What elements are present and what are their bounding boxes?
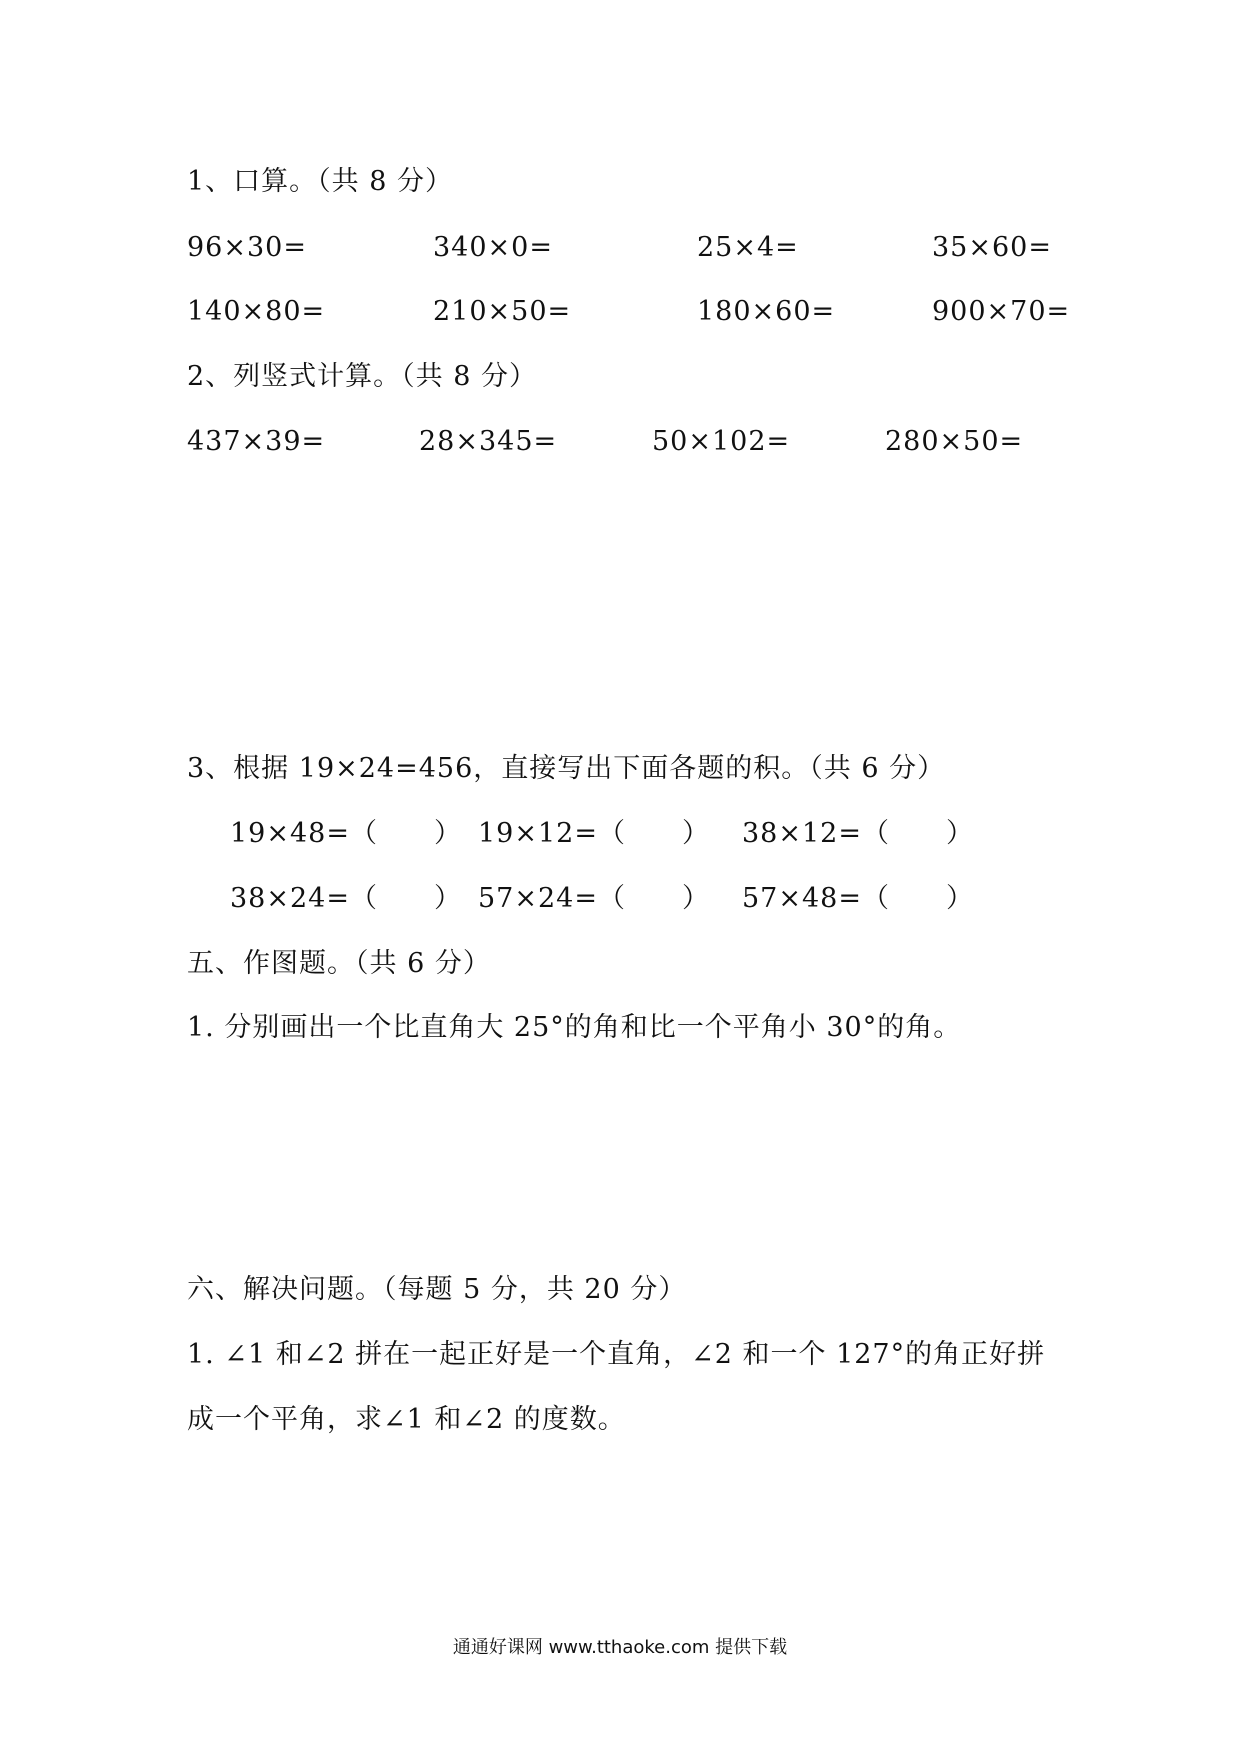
section-1-heading: 1、口算。（共 8 分） <box>187 166 454 197</box>
section-5-heading: 五、作图题。（共 6 分） <box>187 948 491 979</box>
vertical-calc-item: 437×39= <box>187 426 326 457</box>
product-item: 57×48=（ ） <box>742 883 974 914</box>
oral-calc-item: 210×50= <box>433 296 572 327</box>
footer-source: 通通好课网 www.tthaoke.com 提供下载 <box>452 1637 788 1658</box>
vertical-calc-item: 50×102= <box>652 426 791 457</box>
oral-calc-item: 180×60= <box>697 296 836 327</box>
vertical-calc-item: 280×50= <box>885 426 1024 457</box>
oral-calc-item: 25×4= <box>697 232 799 263</box>
section-3-heading: 3、根据 19×24=456，直接写出下面各题的积。（共 6 分） <box>187 753 946 784</box>
product-item: 57×24=（ ） <box>478 883 710 914</box>
product-item: 19×48=（ ） <box>230 818 462 849</box>
product-item: 38×12=（ ） <box>742 818 974 849</box>
section-6-heading: 六、解决问题。（每题 5 分，共 20 分） <box>187 1274 687 1305</box>
product-item: 38×24=（ ） <box>230 883 462 914</box>
product-item: 19×12=（ ） <box>478 818 710 849</box>
problem-1-line-2: 成一个平角，求∠1 和∠2 的度数。 <box>187 1404 626 1435</box>
oral-calc-item: 96×30= <box>187 232 307 263</box>
vertical-calc-item: 28×345= <box>419 426 558 457</box>
oral-calc-item: 340×0= <box>433 232 553 263</box>
oral-calc-item: 140×80= <box>187 296 326 327</box>
oral-calc-item: 35×60= <box>932 232 1052 263</box>
oral-calc-item: 900×70= <box>932 296 1071 327</box>
problem-1-line-1: 1. ∠1 和∠2 拼在一起正好是一个直角，∠2 和一个 127°的角正好拼 <box>187 1339 1046 1370</box>
section-2-heading: 2、列竖式计算。（共 8 分） <box>187 361 538 392</box>
drawing-question-1: 1. 分别画出一个比直角大 25°的角和比一个平角小 30°的角。 <box>187 1012 962 1043</box>
